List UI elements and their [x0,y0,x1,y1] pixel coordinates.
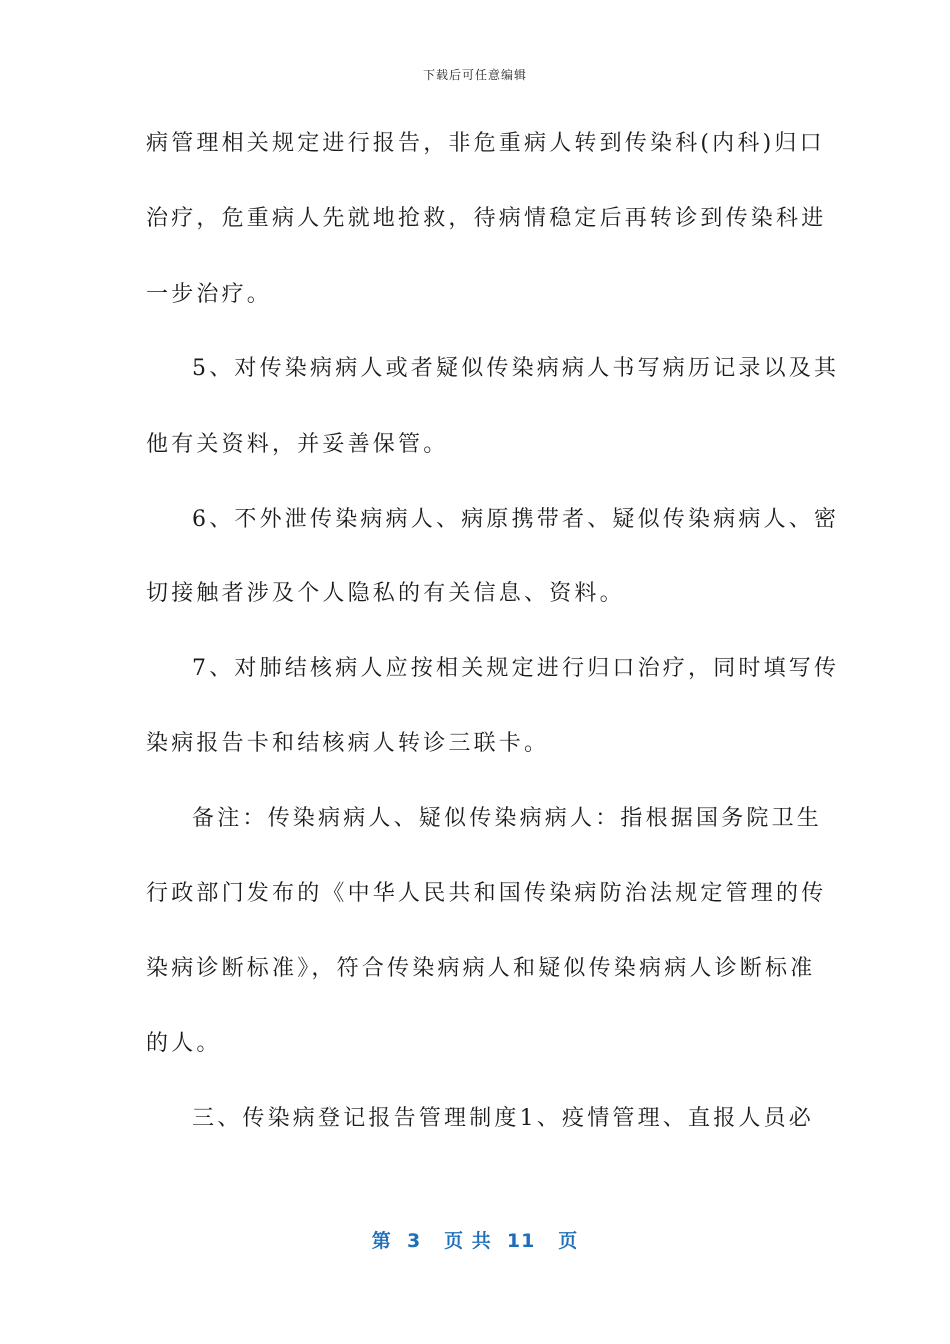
body-text-line: 行政部门发布的《中华人民共和国传染病防治法规定管理的传 [146,881,827,906]
body-text-line: 切接触者涉及个人隐私的有关信息、资料。 [146,581,625,606]
page-header-note: 下载后可任意编辑 [422,68,527,82]
body-text-line: 7、对肺结核病人应按相关规定进行归口治疗，同时填写传 [192,656,840,681]
body-text-line: 的人。 [146,1031,222,1056]
body-text-line: 6、不外泄传染病病人、病原携带者、疑似传染病病人、密 [192,507,840,532]
body-text-line: 他有关资料，并妥善保管。 [146,432,449,457]
body-text-line: 染病报告卡和结核病人转诊三联卡。 [146,731,550,756]
body-text-line: 三、传染病登记报告管理制度1、疫情管理、直报人员必 [192,1106,814,1131]
body-text-line: 一步治疗。 [146,282,273,307]
body-text-line: 染病诊断标准》，符合传染病病人和疑似传染病病人诊断标准 [146,956,816,981]
body-text-line: 治疗，危重病人先就地抢救，待病情稳定后再转诊到传染科进 [146,206,827,231]
body-text-line: 5、对传染病病人或者疑似传染病病人书写病历记录以及其 [192,356,840,381]
body-text-line: 备注：传染病病人、疑似传染病病人：指根据国务院卫生 [192,806,823,831]
page-number-footer: 第 3 页 共 11 页 [371,1230,579,1252]
body-text-line: 病管理相关规定进行报告，非危重病人转到传染科(内科)归口 [146,131,825,156]
